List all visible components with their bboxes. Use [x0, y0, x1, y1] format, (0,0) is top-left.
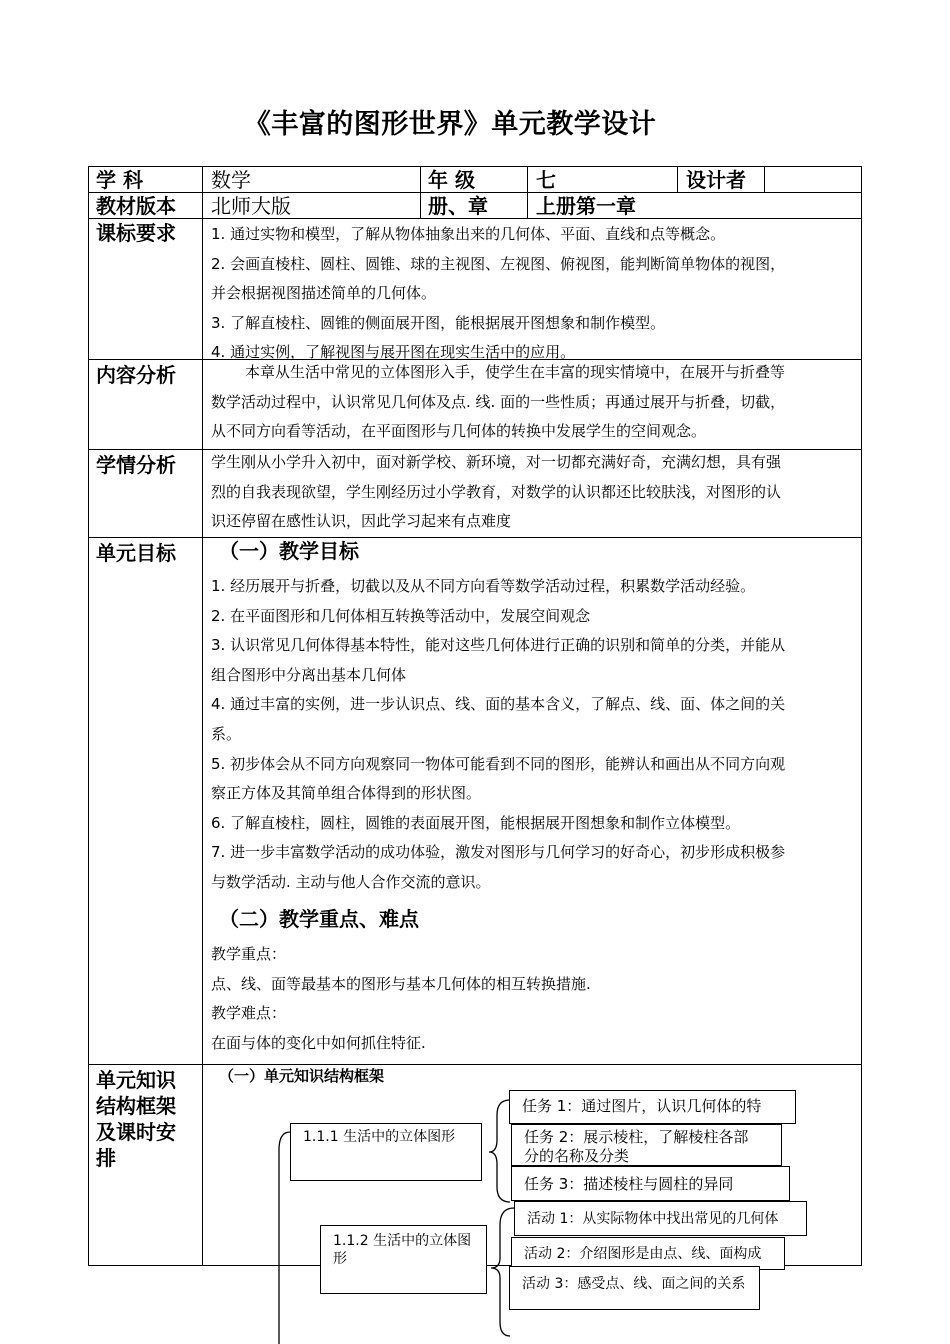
goal-line: 5. 初步体会从不同方向观察同一物体可能看到不同的图形，能辨认和画出从不同方向观	[211, 754, 786, 773]
goal-line: 4. 通过丰富的实例，进一步认识点、线、面的基本含义，了解点、线、面、体之间的关	[211, 695, 786, 714]
difficulty-label: 教学难点：	[211, 1004, 287, 1023]
lesson-2-title-cont: 形	[333, 1251, 347, 1267]
curriculum-label: 课标要求	[96, 221, 176, 245]
learner-analysis-line: 烈的自我表现欲望，学生刚经历过小学教育，对数学的认识都还比较肤浅，对图形的认	[211, 482, 782, 501]
content-analysis-line: 本章从生活中常见的立体图形入手，使学生在丰富的现实情境中，在展开与折叠等	[245, 363, 786, 381]
grade-label: 年 级	[428, 168, 475, 192]
goal-line: 7. 进一步丰富数学活动的成功体验，激发对图形与几何学习的好奇心，初步形成积极参	[211, 843, 786, 862]
framework-label-line: 结构框架	[96, 1094, 176, 1118]
activity-2-text: 活动 2：介绍图形是由点、线、面构成	[524, 1246, 762, 1262]
task-2-text-cont: 分的名称及分类	[524, 1147, 630, 1165]
document-title: 《丰富的图形世界》单元教学设计	[243, 109, 657, 140]
key-text: 点、线、面等最基本的图形与基本几何体的相互转换措施.	[211, 974, 591, 993]
curriculum-item: 并会根据视图描述简单的几何体。	[211, 284, 437, 302]
framework-label-line: 单元知识	[96, 1068, 176, 1092]
goal-line: 系。	[211, 724, 242, 743]
content-analysis-line: 数学活动过程中，认识常见几何体及点. 线. 面的一些性质；再通过展开与折叠，切截，	[211, 392, 786, 411]
goal-line: 2. 在平面图形和几何体相互转换等活动中，发展空间观念	[211, 606, 591, 625]
curriculum-item: 2. 会画直棱柱、圆柱、圆锥、球的主视图、左视图、俯视图，能判断简单物体的视图，	[211, 254, 786, 273]
task-3-text: 任务 3：描述棱柱与圆柱的异同	[524, 1175, 734, 1193]
activity-3-text: 活动 3：感受点、线、面之间的关系	[522, 1276, 746, 1292]
learner-analysis-label: 学情分析	[96, 453, 176, 477]
goal-line: 组合图形中分离出基本几何体	[211, 665, 407, 684]
goal-line: 察正方体及其简单组合体得到的形状图。	[211, 784, 482, 803]
content-analysis-label: 内容分析	[96, 363, 176, 387]
unit-goals-label: 单元目标	[96, 541, 176, 565]
activity-3-box	[509, 1266, 760, 1310]
chapter-value: 上册第一章	[536, 194, 636, 218]
lesson-1-box	[290, 1123, 482, 1181]
task-1-box	[509, 1090, 796, 1124]
curriculum-item: 3. 了解直棱柱、圆锥的侧面展开图，能根据展开图想象和制作模型。	[211, 313, 666, 332]
activity-1-box	[514, 1201, 807, 1236]
activity-1-text: 活动 1：从实际物体中找出常见的几何体	[527, 1211, 779, 1227]
subject-value: 数学	[211, 168, 251, 192]
lesson-2-title: 1.1.2 生活中的立体图	[333, 1233, 472, 1249]
lesson-2-box	[320, 1225, 487, 1294]
lesson-1-title: 1.1.1 生活中的立体图形	[303, 1129, 456, 1145]
content-analysis-line: 从不同方向看等活动，在平面图形与几何体的转换中发展学生的空间观念。	[211, 422, 707, 440]
goal-line: 与数学活动. 主动与他人合作交流的意识。	[211, 872, 491, 891]
curriculum-item: 4. 通过实例，了解视图与展开图在现实生活中的应用。	[211, 343, 576, 361]
framework-label-line: 及课时安	[96, 1120, 176, 1144]
subject-label: 学 科	[96, 168, 143, 192]
task-2-text: 任务 2：展示棱柱，了解棱柱各部	[524, 1128, 749, 1146]
edition-label: 教材版本	[96, 194, 176, 218]
difficulty-text: 在面与体的变化中如何抓住特征.	[211, 1033, 426, 1052]
goal-line: 6. 了解直棱柱，圆柱，圆锥的表面展开图，能根据展开图想象和制作立体模型。	[211, 813, 741, 832]
framework-heading: （一）单元知识结构框架	[219, 1067, 385, 1085]
task-3-box	[511, 1166, 790, 1201]
grade-value: 七	[536, 168, 556, 192]
teaching-goals-heading: （一）教学目标	[219, 539, 359, 563]
learner-analysis-line: 识还停留在感性认识，因此学习起来有点难度	[211, 512, 512, 530]
learner-analysis-line: 学生刚从小学升入初中，面对新学校、新环境，对一切都充满好奇，充满幻想，具有强	[211, 453, 782, 471]
key-label: 教学重点：	[211, 945, 287, 963]
edition-value: 北师大版	[211, 194, 291, 218]
framework-label-line: 排	[96, 1146, 116, 1170]
goal-line: 3. 认识常见几何体得基本特性，能对这些几何体进行正确的识别和简单的分类，并能从	[211, 636, 786, 655]
chapter-label: 册、章	[428, 194, 488, 218]
task-2-box	[511, 1124, 782, 1166]
designer-label: 设计者	[686, 168, 746, 192]
goal-line: 1. 经历展开与折叠，切截以及从不同方向看等数学活动过程，积累数学活动经验。	[211, 577, 756, 595]
curriculum-item: 1. 通过实物和模型，了解从物体抽象出来的几何体、平面、直线和点等概念。	[211, 225, 726, 243]
key-points-heading: （二）教学重点、难点	[219, 907, 419, 931]
task-1-text: 任务 1：通过图片，认识几何体的特	[522, 1097, 762, 1115]
